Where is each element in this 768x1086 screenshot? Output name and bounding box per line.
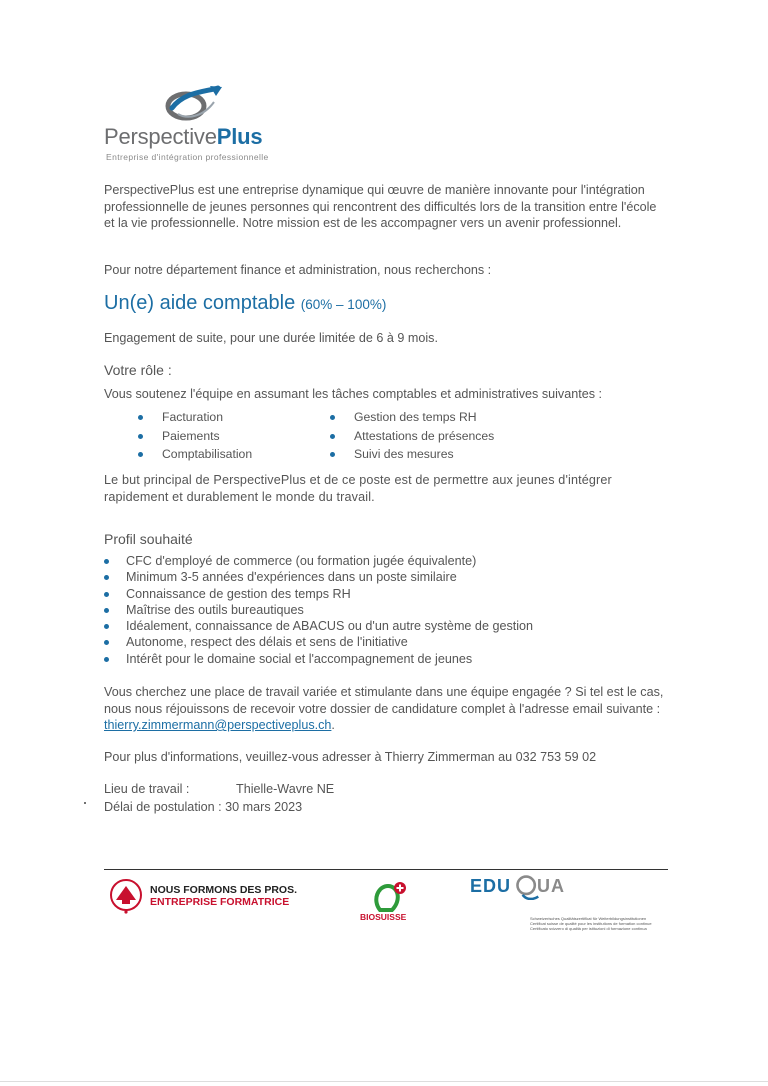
biosuisse-logo <box>360 880 420 926</box>
tasks-list-left <box>138 408 252 464</box>
job-rate: (60% – 100%) <box>300 297 387 312</box>
role-intro: Vous soutenez l'équipe en assumant les tâches comptables et administratives suivantes : <box>104 387 603 401</box>
eduqua-line2: Certificat suisse de qualité pour les institutions de formation continue <box>530 921 652 926</box>
footer-divider <box>104 869 668 870</box>
list-item: Comptabilisation <box>138 445 252 464</box>
eduqua-q-icon <box>514 874 540 900</box>
role-heading: Votre rôle : <box>104 362 172 378</box>
list-item: Intérêt pour le domaine social et l'accompagnement de jeunes <box>104 651 533 667</box>
list-item: Suivi des mesures <box>330 445 494 464</box>
list-item: Gestion des temps RH <box>330 408 494 427</box>
profile-list <box>104 553 533 667</box>
eduqua-wordmark: EDU UA <box>470 876 566 896</box>
swirl-logo-icon <box>164 84 224 124</box>
contact-line: Pour plus d'informations, veuillez-vous adresser à Thierry Zimmerman au 032 753 59 02 <box>104 750 597 764</box>
intro-paragraph: PerspectivePlus est une entreprise dynamique qui œuvre de manière innovante pour l'intégration professionnelle de jeunes personnes qui rencontrent des difficultés lors de la transition entre l'école et la vie professionnelle. Notre mission est de les accompagner vers un avenir professionnel. <box>104 183 657 230</box>
formons-line1: NOUS FORMONS DES PROS. <box>150 884 298 896</box>
eduqua-line1: Schweizerisches Qualitätszertifikat für Weiterbildungsinstitutionen <box>530 916 647 921</box>
scan-edge <box>0 1081 768 1082</box>
list-item: CFC d'employé de commerce (ou formation jugée équivalente) <box>104 553 533 569</box>
list-item: Maîtrise des outils bureautiques <box>104 602 533 618</box>
perspectiveplus-logo <box>104 84 304 168</box>
search-line: Pour notre département finance et administration, nous recherchons : <box>104 263 492 277</box>
bud-logo-icon <box>370 880 410 912</box>
profile-heading: Profil souhaité <box>104 531 193 547</box>
engagement-line: Engagement de suite, pour une durée limitée de 6 à 9 mois. <box>104 331 438 345</box>
formons-line2: ENTREPRISE FORMATRICE <box>150 896 290 908</box>
list-item: Attestations de présences <box>330 427 494 446</box>
tasks-list-right <box>330 408 494 464</box>
list-item: Idéalement, connaissance de ABACUS ou d'un autre système de gestion <box>104 618 533 634</box>
biosuisse-text: BIOSUISSE <box>360 912 407 922</box>
apply-paragraph: Vous cherchez une place de travail variée et stimulante dans une équipe engagée ? Si tel est le cas, nous nous réjouissons de recevoir votre dossier de candidature complet à l'adresse email suivante : thierry.zimmermann@perspectiveplus.ch. <box>104 685 664 732</box>
formation-badge-icon <box>108 878 144 914</box>
email-link[interactable]: thierry.zimmermann@perspectiveplus.ch <box>104 718 332 732</box>
deadline-row: Délai de postulation : 30 mars 2023 <box>104 800 303 814</box>
list-item: Autonome, respect des délais et sens de l'initiative <box>104 634 533 650</box>
eduqua-line3: Certificato svizzero di qualità per istituzioni di formazione continua <box>530 926 647 931</box>
scan-dot <box>84 802 86 804</box>
job-title: Un(e) aide comptable (60% – 100%) <box>104 292 387 314</box>
list-item: Paiements <box>138 427 252 446</box>
list-item: Minimum 3-5 années d'expériences dans un poste similaire <box>104 569 533 585</box>
list-item: Facturation <box>138 408 252 427</box>
logo-wordmark: PerspectivePlus <box>104 124 263 149</box>
location-row: Lieu de travail : Thielle-Wavre NE <box>104 782 335 796</box>
list-item: Connaissance de gestion des temps RH <box>104 586 533 602</box>
goal-paragraph: Le but principal de PerspectivePlus et de ce poste est de permettre aux jeunes d'intégrer rapidement et durablement le monde du travail. <box>104 473 612 504</box>
eduqua-logo <box>470 872 670 934</box>
logo-tagline: Entreprise d'intégration professionnelle <box>106 152 269 162</box>
formons-logo <box>108 876 298 916</box>
